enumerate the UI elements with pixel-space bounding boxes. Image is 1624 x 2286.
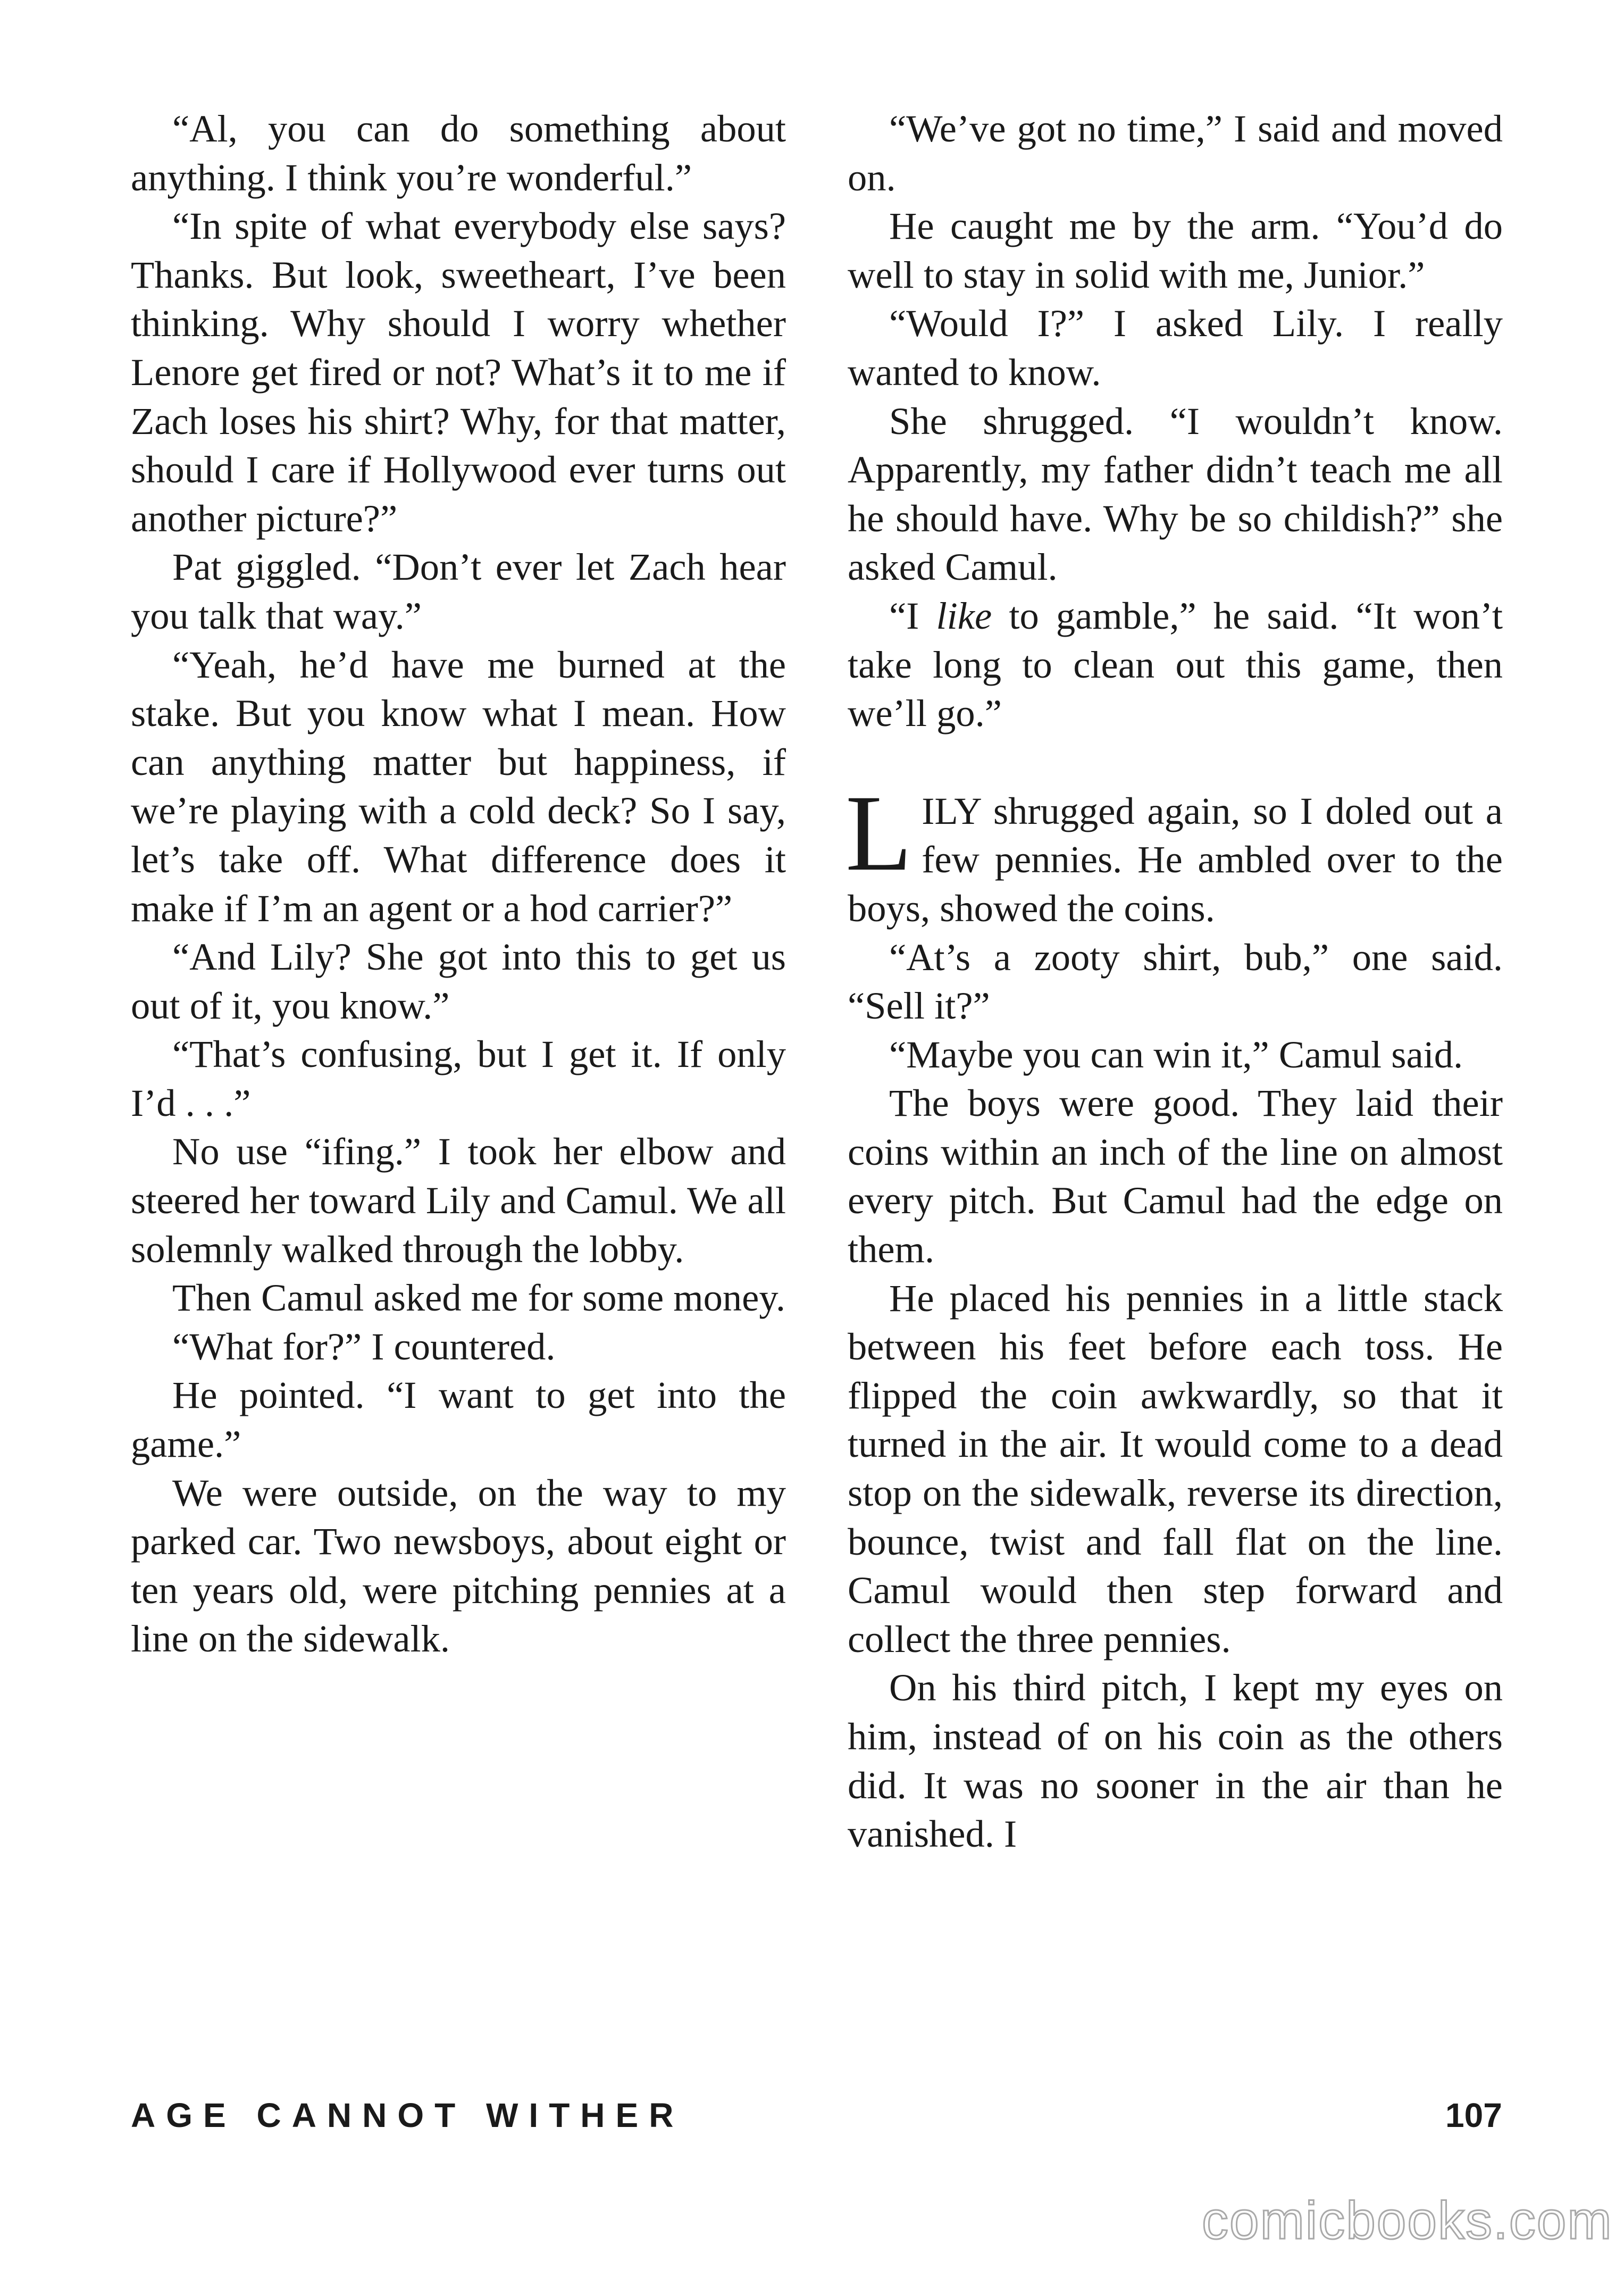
paragraph: He caught me by the arm. “You’d do well to stay in solid with me, Junior.” <box>848 204 1503 296</box>
paragraph: On his third pitch, I kept my eyes on him, instead of on his coin as the others did. It was no sooner in the air than he vanished. I <box>848 1666 1503 1856</box>
paragraph: The boys were good. They laid their coins within an inch of the line on almost every pitch. But Camul had the edge on them. <box>848 1081 1503 1271</box>
paragraph: “Maybe you can win it,” Camul said. <box>889 1032 1463 1076</box>
paragraph: Then Camul asked me for some money. <box>172 1276 785 1320</box>
page-number: 107 <box>1445 2096 1502 2134</box>
paragraph: He placed his pennies in a little stack between his feet before each toss. He flipped the coin awkwardly, so that it turned in the air. It would come to a dead stop on the sidewalk, reverse its direction, bounce, twist and fall flat on the line. Camul would then step forward and collect the three pennies. <box>848 1276 1503 1661</box>
paragraph: “In spite of what everybody else says? Thanks. But look, sweetheart, I’ve been thinking. Why should I worry whether Lenore get fired or not? What’s it to me if Zach loses his shirt? Why, for that matter, should I care if Hollywood ever turns out another picture?” <box>131 204 786 540</box>
paragraph: “Al, you can do something about anything. I think you’re wonderful.” <box>131 107 786 199</box>
paragraph: “We’ve got no time,” I said and moved on. <box>848 107 1503 199</box>
paragraph: “At’s a zooty shirt, bub,” one said. “Sell it?” <box>848 935 1503 1028</box>
drop-cap: L <box>846 772 913 894</box>
paragraph: “That’s confusing, but I get it. If only I’d . . .” <box>131 1032 786 1124</box>
text-run: “I <box>889 594 936 637</box>
paragraph: “What for?” I countered. <box>172 1324 556 1368</box>
paragraph: “Would I?” I asked Lily. I really wanted to know. <box>848 302 1503 394</box>
paragraph: “Yeah, he’d have me burned at the stake. But you know what I mean. How can anything matter but happiness, if we’re playing with a cold deck? So I say, let’s take off. What difference does it make if I’m an agent or a hod carrier?” <box>131 643 786 930</box>
paragraph: Pat giggled. “Don’t ever let Zach hear you talk that way.” <box>131 545 786 637</box>
text-run: ILY shrugged again, so I doled out a few pennies. He ambled over to the boys, showed the coins. <box>848 789 1503 930</box>
paragraph: We were outside, on the way to my parked car. Two newsboys, about eight or ten years old, were pitching pennies at a line on the sidewalk. <box>131 1471 786 1661</box>
italic-text: like <box>936 594 992 637</box>
left-column <box>131 104 786 1663</box>
paragraph-with-drop-cap <box>846 772 1503 933</box>
running-footer-title: AGE CANNOT WITHER <box>131 2096 684 2134</box>
paragraph: “And Lily? She got into this to get us out of it, you know.” <box>131 935 786 1027</box>
watermark: comicbooks.com <box>1202 2191 1613 2250</box>
paragraph: She shrugged. “I wouldn’t know. Apparently, my father didn’t teach me all he should have. Why be so childish?” she asked Camul. <box>848 399 1503 589</box>
paragraph <box>848 591 1503 738</box>
paragraph: He pointed. “I want to get into the game.” <box>131 1373 786 1466</box>
paragraph: No use “ifing.” I took her elbow and steered her toward Lily and Camul. We all solemnly walked through the lobby. <box>131 1130 786 1271</box>
text-run: to gamble,” he said. “It won’t take long to clean out this game, then we’ll go.” <box>848 594 1503 735</box>
right-column <box>848 104 1503 1858</box>
section-break <box>848 738 1503 787</box>
